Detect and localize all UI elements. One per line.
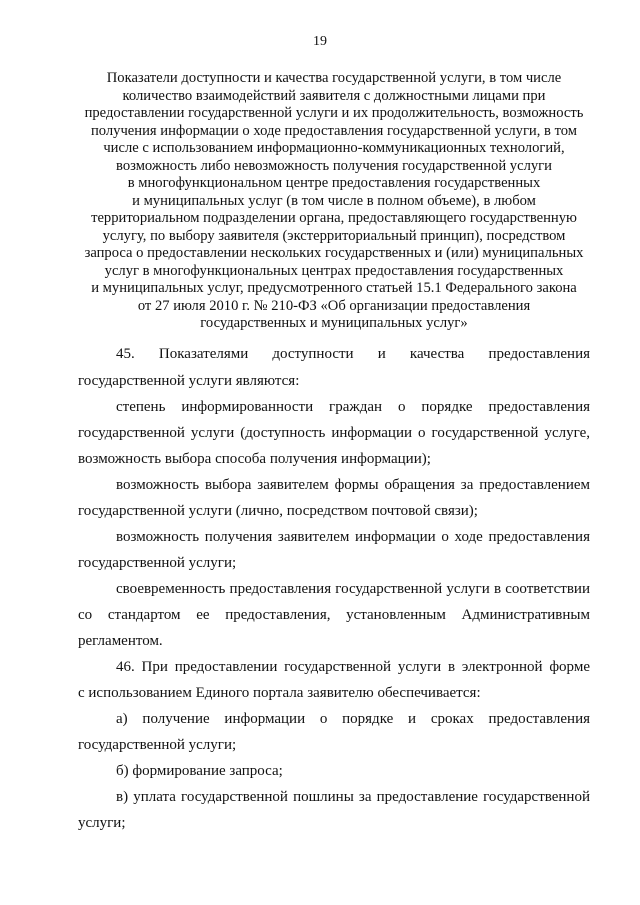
section-heading <box>78 70 590 333</box>
list-item-line: своевременность предоставления государственной услуги в соответствии <box>116 581 590 597</box>
heading-line: запроса о предоставлении нескольких государственных и (или) муниципальных <box>84 245 584 261</box>
heading-line: возможность либо невозможность получения государственной услуги <box>116 157 552 174</box>
paragraph-46-line: с использованием Единого портала заявителю обеспечивается: <box>78 685 481 701</box>
heading-line: государственных и муниципальных услуг» <box>200 315 468 331</box>
paragraph-45-line: 45. Показателями доступности и качества предоставления <box>116 346 590 362</box>
list-item-line: регламентом. <box>78 633 163 649</box>
heading-line: предоставлении государственной услуги и их продолжительность, возможность <box>84 105 584 121</box>
list-item-line: в) уплата государственной пошлины за предоставление государственной <box>116 789 590 805</box>
list-item-line: возможность выбора способа получения информации); <box>78 451 431 467</box>
heading-line: услугу, по выбору заявителя (экстерриториальный принцип), посредством <box>102 227 566 244</box>
list-item-line: государственной услуги (лично, посредством почтовой связи); <box>78 503 478 519</box>
list-item-line: возможность выбора заявителем формы обращения за предоставлением <box>116 477 590 493</box>
list-item-line: услуги; <box>78 815 126 831</box>
heading-line: территориальном подразделении органа, предоставляющего государственную <box>91 210 577 226</box>
list-item-line: возможность получения заявителем информации о ходе предоставления <box>116 529 590 545</box>
heading-line: услуг в многофункциональных центрах предоставления государственных <box>104 262 564 279</box>
list-item-line: со стандартом ее предоставления, установленным Административным <box>78 607 590 623</box>
heading-line: от 27 июля 2010 г. № 210-ФЗ «Об организации предоставления <box>137 297 531 314</box>
paragraph-46-line: 46. При предоставлении государственной услуги в электронной форме <box>116 659 590 675</box>
page-number: 19 <box>313 34 327 49</box>
heading-line: и муниципальных услуг (в том числе в полном объеме), в любом <box>132 192 536 209</box>
heading-line: числе с использованием информационно-коммуникационных технологий, <box>103 140 565 156</box>
heading-line: Показатели доступности и качества государственной услуги, в том числе <box>106 70 562 86</box>
list-item-line: а) получение информации о порядке и сроках предоставления <box>116 711 590 727</box>
list-item-line: государственной услуги (доступность информации о государственной услуге, <box>78 425 590 441</box>
list-item-line: степень информированности граждан о порядке предоставления <box>116 399 590 415</box>
heading-line: и муниципальных услуг, предусмотренного статьей 15.1 Федерального закона <box>91 280 577 296</box>
list-item-line: государственной услуги; <box>78 737 237 753</box>
heading-line: количество взаимодействий заявителя с должностными лицами при <box>122 87 546 104</box>
paragraph-45-line: государственной услуги являются: <box>78 373 300 389</box>
list-item-line: государственной услуги; <box>78 555 237 571</box>
heading-line: получения информации о ходе предоставления государственной услуги, в том <box>90 122 578 139</box>
heading-line: в многофункциональном центре предоставления государственных <box>127 175 541 191</box>
list-item-line: б) формирование запроса; <box>116 763 283 779</box>
